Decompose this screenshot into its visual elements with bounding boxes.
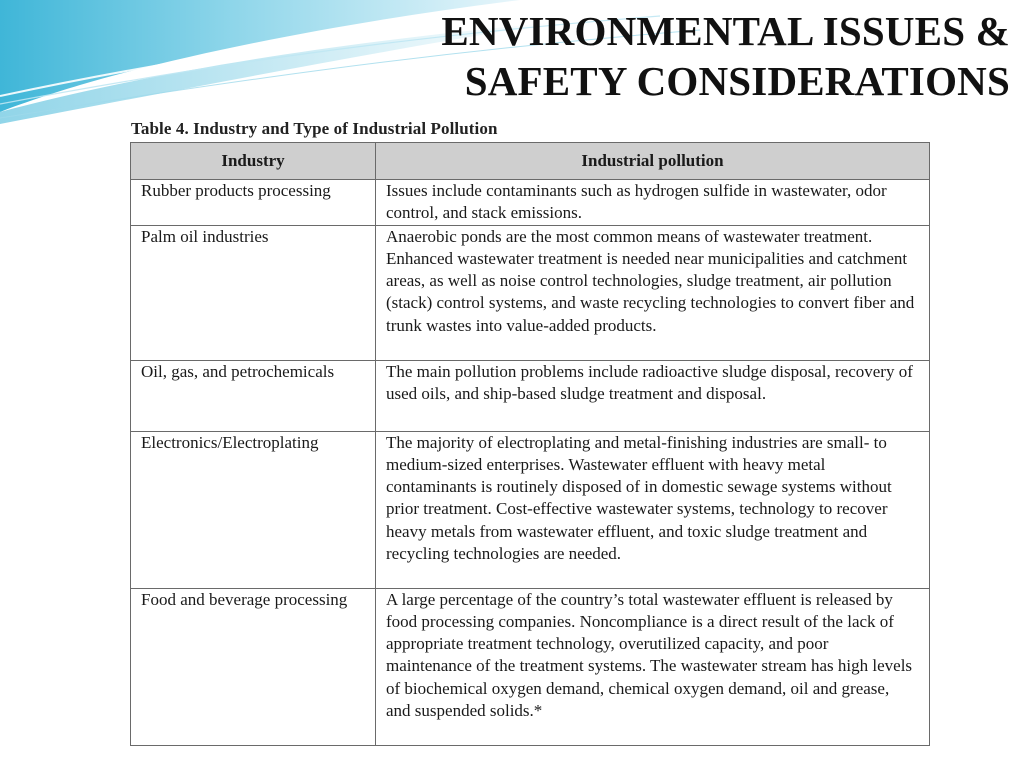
pollution-table (130, 142, 930, 746)
header-industrial-pollution: Industrial pollution (376, 143, 930, 180)
table-caption: Table 4. Industry and Type of Industrial Pollution (131, 119, 498, 138)
slide-title-line-2: SAFETY CONSIDERATIONS (464, 58, 1010, 104)
pollution-cell: The majority of electroplating and metal-finishing industries are small- to medium-sized enterprises. Wastewater effluent with heavy metal contaminants is routinely disposed of in domestic sewage systems without prior treatment. Cost-effective wastewater systems, technology to recover heavy metals from wastewater effluent, and toxic sludge treatment and recycling technologies are needed. (376, 431, 930, 588)
industry-cell (131, 588, 376, 745)
industry-cell (131, 360, 376, 431)
slide-title-line-1: ENVIRONMENTAL ISSUES & (441, 8, 1010, 54)
table-header-row (131, 143, 930, 180)
header-industry: Industry (131, 143, 376, 180)
pollution-cell: Issues include contaminants such as hydrogen sulfide in wastewater, odor control, and stack emissions. (376, 180, 930, 226)
industry-cell (131, 431, 376, 588)
industry-name: Food and beverage processing (141, 589, 348, 609)
industry-name: Palm oil industries (141, 226, 269, 246)
industry-name: Oil, gas, and petrochemicals (141, 361, 335, 381)
table-row (131, 588, 930, 745)
table-row (131, 225, 930, 360)
industry-cell (131, 180, 376, 226)
industry-name: Rubber products processing (141, 181, 331, 200)
slide-title (441, 6, 1010, 106)
table-row (131, 431, 930, 588)
industry-cell (131, 225, 376, 360)
table-row (131, 360, 930, 431)
table-row (131, 180, 930, 226)
pollution-cell: A large percentage of the country’s total wastewater effluent is released by food processing companies. Noncompliance is a direct result of the lack of appropriate treatment technology, overutilized capacity, and poor maintenance of the treatment systems. The wastewater stream has high levels of biochemical oxygen demand, chemical oxygen demand, oil and grease, and suspended solids.* (376, 588, 930, 745)
pollution-cell: Anaerobic ponds are the most common means of wastewater treatment. Enhanced wastewater treatment is needed near municipalities and catchment areas, as well as noise control technologies, sludge treatment, air pollution (stack) control systems, and waste recycling technologies to convert fiber and trunk wastes into value-added products. (376, 225, 930, 360)
pollution-cell: The main pollution problems include radioactive sludge disposal, recovery of used oils, and ship-based sludge treatment and disposal. (376, 360, 930, 431)
industry-name: Electronics/Electroplating (141, 432, 319, 452)
